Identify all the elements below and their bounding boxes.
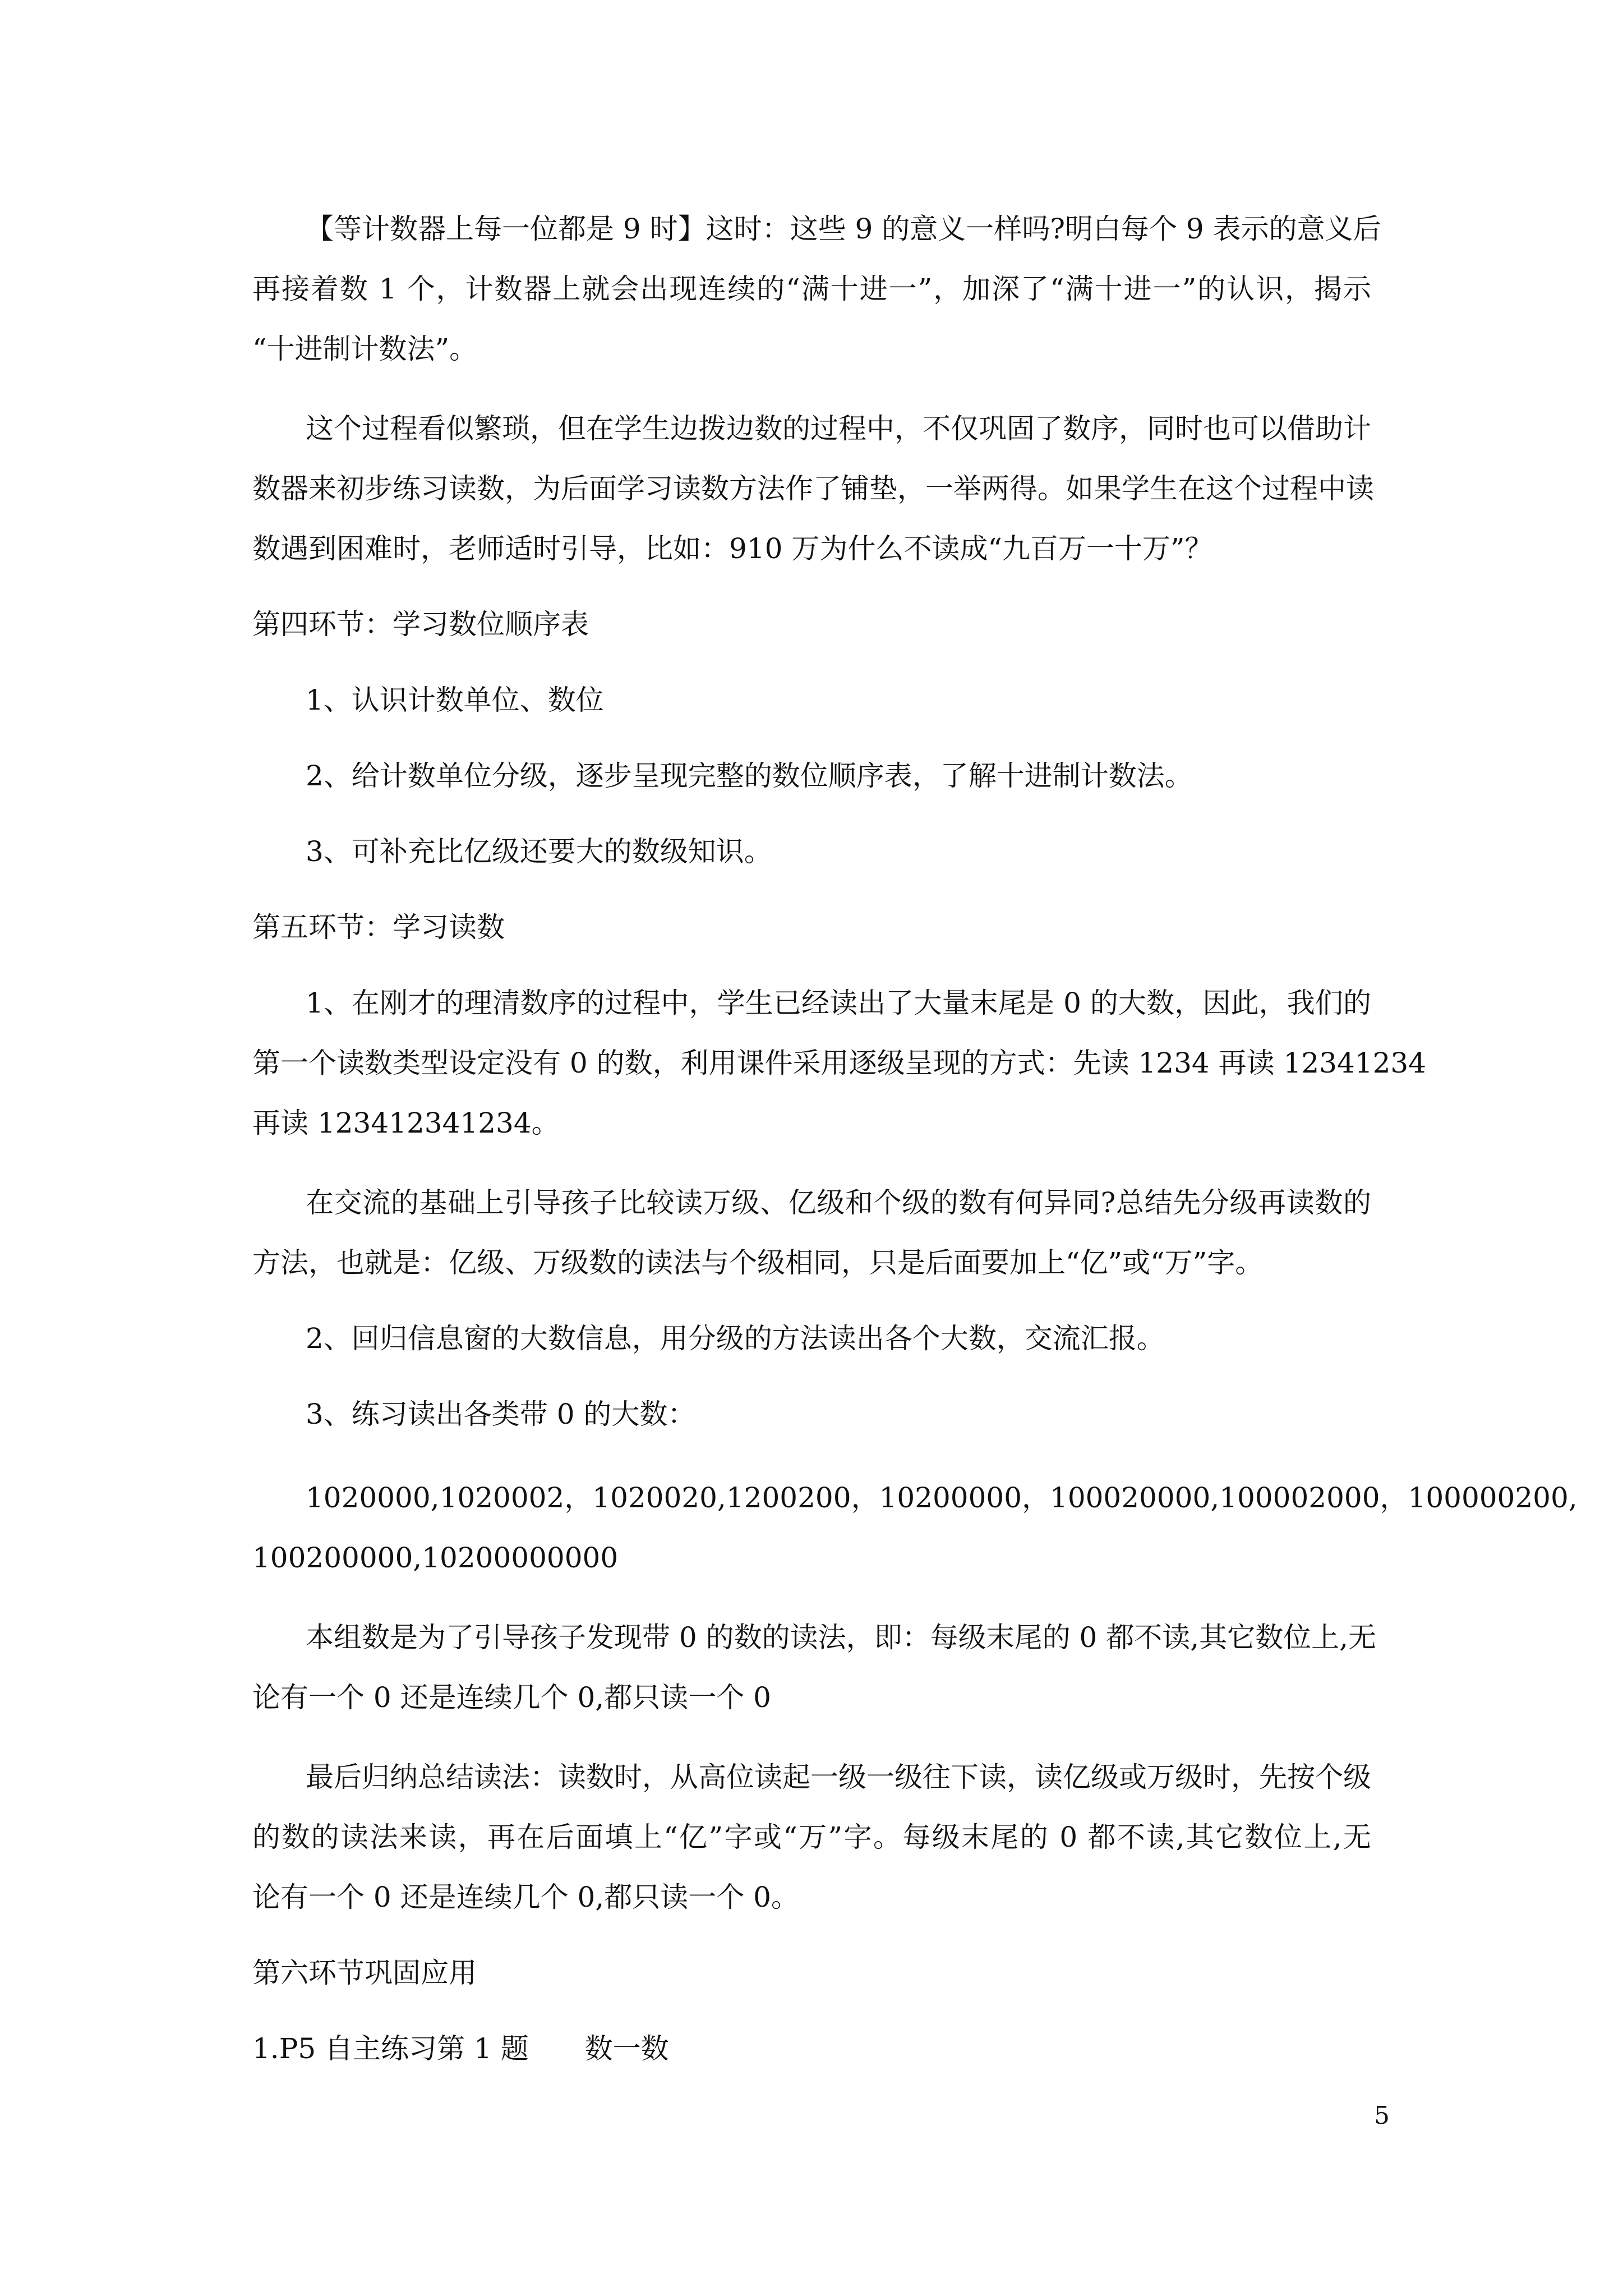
- number-list-line: 100200000,10200000000: [252, 1542, 619, 1574]
- paragraph-line: 在交流的基础上引导孩子比较读万级、亿级和个级的数有何异同?总结先分级再读数的: [306, 1186, 1371, 1219]
- paragraph-line: 数器来初步练习读数，为后面学习读数方法作了铺垫，一举两得。如果学生在这个过程中读: [252, 472, 1374, 505]
- section-heading: 第五环节：学习读数: [252, 911, 505, 944]
- paragraph-line: 这个过程看似繁琐，但在学生边拨边数的过程中，不仅巩固了数序，同时也可以借助计: [306, 412, 1371, 445]
- list-item: 2、回归信息窗的大数信息，用分级的方法读出各个大数，交流汇报。: [306, 1322, 1165, 1355]
- paragraph-line: 方法，也就是：亿级、万级数的读法与个级相同，只是后面要加上“亿”或“万”字。: [252, 1246, 1264, 1279]
- exercise-item: 1.P5 自主练习第 1 题 数一数: [252, 2032, 669, 2065]
- number-list-line: 1020000,1020002，1020020,1200200，10200000，100020000,100002000，100000200,: [306, 1481, 1578, 1514]
- paragraph-line: 再接着数 1 个，计数器上就会出现连续的“满十进一”，加深了“满十进一”的认识，揭示: [252, 273, 1371, 305]
- paragraph-line: 再读 123412341234。: [252, 1107, 560, 1139]
- paragraph-line: 第一个读数类型设定没有 0 的数，利用课件采用逐级呈现的方式：先读 1234 再读 12341234: [252, 1047, 1427, 1079]
- list-item: 2、给计数单位分级，逐步呈现完整的数位顺序表，了解十进制计数法。: [306, 760, 1193, 792]
- paragraph-line: 1、在刚才的理清数序的过程中，学生已经读出了大量末尾是 0 的大数，因此，我们的: [306, 987, 1371, 1019]
- paragraph-line: 数遇到困难时，老师适时引导，比如：910 万为什么不读成“九百万一十万”？: [252, 532, 1213, 565]
- paragraph-line: “十进制计数法”。: [252, 333, 478, 365]
- paragraph-line: 的数的读法来读，再在后面填上“亿”字或“万”字。每级末尾的 0 都不读,其它数位上,无: [252, 1821, 1371, 1853]
- list-item: 1、认识计数单位、数位: [306, 684, 604, 716]
- paragraph-line: 本组数是为了引导孩子发现带 0 的数的读法，即：每级末尾的 0 都不读,其它数位上,无: [306, 1621, 1376, 1654]
- list-item: 3、可补充比亿级还要大的数级知识。: [306, 835, 772, 868]
- paragraph-line: 论有一个 0 还是连续几个 0,都只读一个 0。: [252, 1881, 799, 1913]
- page-number: 5: [1374, 2101, 1390, 2130]
- section-heading: 第四环节：学习数位顺序表: [252, 608, 589, 641]
- paragraph-line: 论有一个 0 还是连续几个 0,都只读一个 0: [252, 1681, 771, 1714]
- list-item: 3、练习读出各类带 0 的大数：: [306, 1398, 696, 1430]
- paragraph-line: 最后归纳总结读法：读数时，从高位读起一级一级往下读，读亿级或万级时，先按个级: [306, 1761, 1371, 1793]
- paragraph-line: 【等计数器上每一位都是 9 时】这时：这些 9 的意义一样吗?明白每个 9 表示的意义后: [306, 213, 1381, 245]
- section-heading: 第六环节巩固应用: [252, 1957, 477, 1989]
